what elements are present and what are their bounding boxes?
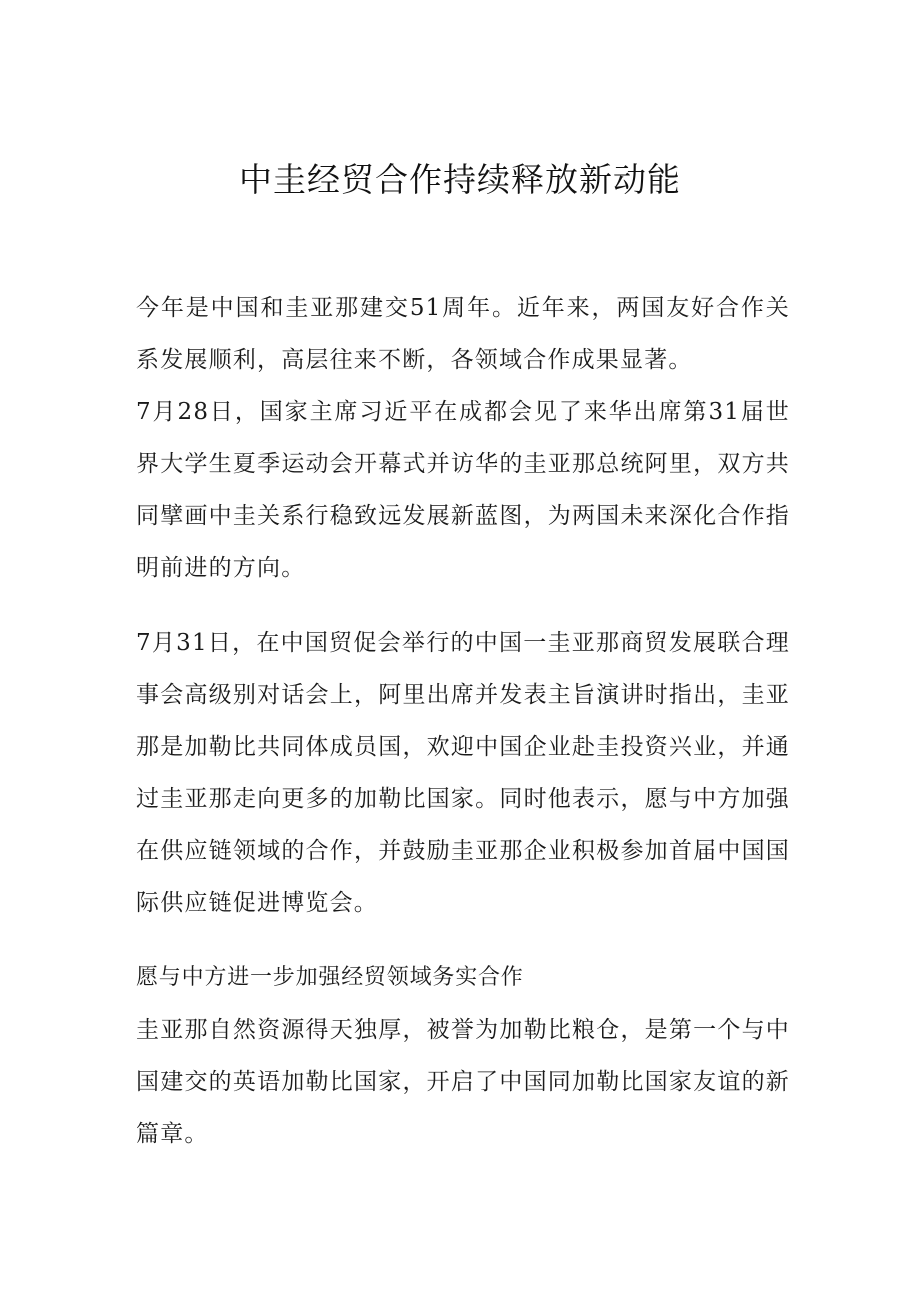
text-block-dialogue [136, 617, 790, 929]
paragraph-natural-resources: 圭亚那自然资源得天独厚，被誉为加勒比粮仓，是第一个与中国建交的英语加勒比国家，开启了中国同加勒比国家友谊的新篇章。 [136, 1017, 790, 1147]
text-block-cooperation [136, 952, 790, 1160]
paragraph-dialogue-speech: 7月31日，在中国贸促会举行的中国一圭亚那商贸发展联合理事会高级别对话会上，阿里出席并发表主旨演讲时指出，圭亚那是加勒比共同体成员国，欢迎中国企业赴圭投资兴业，并通过圭亚那走向更多的加勒比国家。同时他表示，愿与中方加强在供应链领域的合作，并鼓励圭亚那企业积极参加首届中国国际供应链促进博览会。 [136, 630, 790, 916]
text-block-intro [136, 282, 790, 594]
paragraph-chengdu-meeting: 7月28日，国家主席习近平在成都会见了来华出席第31届世界大学生夏季运动会开幕式并访华的圭亚那总统阿里，双方共同擘画中圭关系行稳致远发展新蓝图，为两国未来深化合作指明前进的方向。 [136, 399, 790, 581]
section-heading: 愿与中方进一步加强经贸领域务实合作 [136, 965, 524, 990]
document-title: 中圭经贸合作持续释放新动能 [239, 160, 681, 199]
paragraph-anniversary: 今年是中国和圭亚那建交51周年。近年来，两国友好合作关系发展顺利，高层往来不断，各领域合作成果显著。 [136, 295, 790, 373]
